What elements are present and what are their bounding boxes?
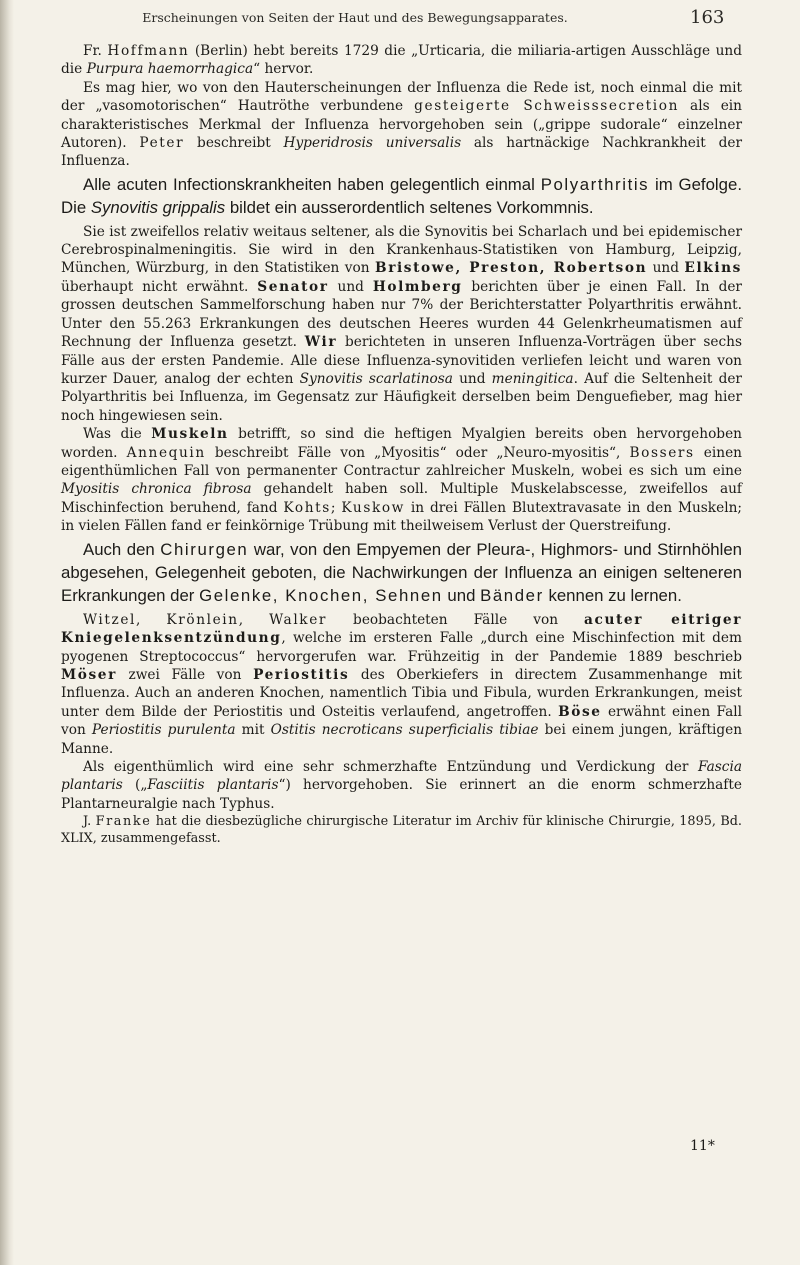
page-number: 163 <box>690 7 725 28</box>
spaced-term: gesteigerte Schweisssecretion <box>414 98 679 115</box>
spaced-term: Bänder <box>480 586 544 606</box>
spaced-term: Chirurgen <box>160 539 249 559</box>
author-name: Kohts <box>283 499 331 516</box>
author-name: Kuskow <box>341 499 405 516</box>
signature-mark: 11* <box>690 1138 715 1154</box>
author-name: Franke <box>95 814 152 830</box>
author-name: Elkins <box>684 260 742 277</box>
author-name: Holmberg <box>372 278 463 295</box>
author-name: Wir <box>304 334 338 351</box>
emphasis: Synovitis scarlatinosa <box>299 370 453 387</box>
emphasis: Fasciitis plantaris <box>147 777 279 794</box>
emphasis: Fascia plantaris <box>61 759 742 794</box>
paragraph-kniegelenk: Witzel, Krönlein, Walker beobachteten Fälle von acuter eitriger Kniegelenksentzündung, welche im ersteren Falle „durch eine Mischinfection mit dem pyogenen Streptococcus“ hervorgerufen war. Frühzeitig in der Pandemie 1889 beschrieb Möser zwei Fälle von Periostitis des Oberkiefers in directem Zusammenhange mit Influenza. Auch an anderen Knochen, namentlich Tibia und Fibula, wurden Erkrankungen, meist unter dem Bilde der Periostitis und Osteitis verlaufend, angetroffen. Böse erwähnt einen Fall von Periostitis purulenta mit Ostitis necroticans superficialis tibiae bei einem jungen, kräftigen Manne. <box>61 611 743 757</box>
author-name: Bossers <box>629 444 695 461</box>
paragraph-fascia: Als eigenthümlich wird eine sehr schmerzhafte Entzündung und Verdickung der Fascia plantaris („Fasciitis plantaris“) hervorgehoben. Sie erinnert an die enorm schmerzhafte Plantarneuralgie nach Typhus. <box>61 759 742 812</box>
emphasis: Ostitis necroticans superficialis tibiae <box>270 722 539 739</box>
paragraph-franke: J. Franke hat die diesbezügliche chirurgische Literatur im Archiv für klinische Chirurgie, 1895, Bd. XLIX, zusammengefasst. <box>61 814 742 847</box>
author-name: Hoffmann <box>107 43 190 59</box>
running-head: Erscheinungen von Seiten der Haut und des Bewegungsapparates. <box>142 10 568 25</box>
emphasis: Periostitis purulenta <box>91 722 236 739</box>
author-name: Möser <box>61 667 117 683</box>
emphasis: Myositis chronica fibrosa <box>61 481 252 498</box>
paragraph-chirurgen-lead: Auch den Chirurgen war, von den Empyemen der Pleura-, Highmors- und Stirnhöhlen abgesehen, Gelegenheit geboten, die Nachwirkungen der Influenza an einigen selteneren Erkrankungen der Gelenke, Knochen, Sehnen und Bänder kennen zu lernen. <box>61 539 743 606</box>
author-name: Senator <box>257 278 329 295</box>
page-binding-shadow <box>0 0 14 1265</box>
spaced-term: Muskeln <box>151 426 229 443</box>
spaced-term: Polyarthritis <box>540 174 650 194</box>
spaced-term: Gelenke, Knochen, Sehnen <box>199 586 443 606</box>
author-name: Bristowe, Preston, Robertson <box>375 260 648 277</box>
paragraph-hoffmann: Fr. Hoffmann (Berlin) hebt bereits 1729 die „Urticaria, die miliaria-artigen Ausschläge und die Purpura haemorrhagica“ hervor. <box>61 43 742 78</box>
emphasis: Synovitis grippalis <box>90 198 226 218</box>
spaced-term: Periostitis <box>253 667 350 683</box>
author-name: Witzel <box>83 611 136 628</box>
author-name: Krönlein <box>166 611 239 628</box>
paragraph-muskeln: Was die Muskeln betrifft, so sind die heftigen Myalgien bereits oben hervorgehoben worden. Annequin beschreibt Fälle von „Myositis“ oder „Neuro-myositis“, Bossers einen eigenthümlichen Fall von permanenter Contractur zahlreicher Muskeln, wobei es sich um eine Myositis chronica fibrosa gehandelt haben soll. Multiple Muskelabscesse, zweifellos auf Mischinfection beruhend, fand Kohts; Kuskow in drei Fällen Blutextravasate in den Muskeln; in vielen Fällen fand er feinkörnige Trübung mit theilweisem Verlust der Querstreifung. <box>61 426 742 535</box>
spaced-term: acuter eitriger Kniegelenksentzündung <box>61 611 743 647</box>
body-text <box>61 42 742 847</box>
paragraph-polyarthritis-lead: Alle acuten Infectionskrankheiten haben gelegentlich einmal Polyarthritis im Gefolge. Die Synovitis grippalis bildet ein ausserordentlich seltenes Vorkommnis. <box>61 174 742 218</box>
author-name: Peter <box>139 135 185 152</box>
author-name: Böse <box>558 703 602 720</box>
author-name: Annequin <box>126 444 206 461</box>
author-name: Walker <box>269 611 328 628</box>
emphasis: Hyperidrosis universalis <box>283 135 462 152</box>
emphasis: meningitica <box>491 370 574 387</box>
paragraph-synovitis: Sie ist zweifellos relativ weitaus seltener, als die Synovitis bei Scharlach und bei epidemischer Cerebrospinalmeningitis. Sie wird in den Krankenhaus-Statistiken von Hamburg, Leipzig, München, Würzburg, in den Statistiken von Bristowe, Preston, Robertson und Elkins überhaupt nicht erwähnt. Senator und Holmberg berichten über je einen Fall. In der grossen deutschen Sammelforschung haben nur 7% der Berichterstatter Polyarthritis erwähnt. Unter den 55.263 Erkrankungen des deutschen Heeres wurden 44 Gelenkrheumatismen auf Rechnung der Influenza gesetzt. Wir berichteten in unseren Influenza-Vorträgen über sechs Fälle aus der ersten Pandemie. Alle diese Influenza-synovitiden verliefen leicht und waren von kurzer Dauer, analog der echten Synovitis scarlatinosa und meningitica. Auf die Seltenheit der Polyarthritis bei Influenza, im Gegensatz zur Häufigkeit derselben beim Denguefieber, mag hier noch hingewiesen sein. <box>61 223 742 424</box>
emphasis: Purpura haemorrhagica <box>86 61 254 78</box>
paragraph-schweisssecretion: Es mag hier, wo von den Hauterscheinungen der Influenza die Rede ist, noch einmal die mit der „vasomotorischen“ Hautröthe verbundene gesteigerte Schweisssecretion als ein charakteristisches Merkmal der Influenza hervorgehoben sein („grippe sudorale“ einzelner Autoren). Peter beschreibt Hyperidrosis universalis als hartnäckige Nachkrankheit der Influenza. <box>61 79 742 170</box>
